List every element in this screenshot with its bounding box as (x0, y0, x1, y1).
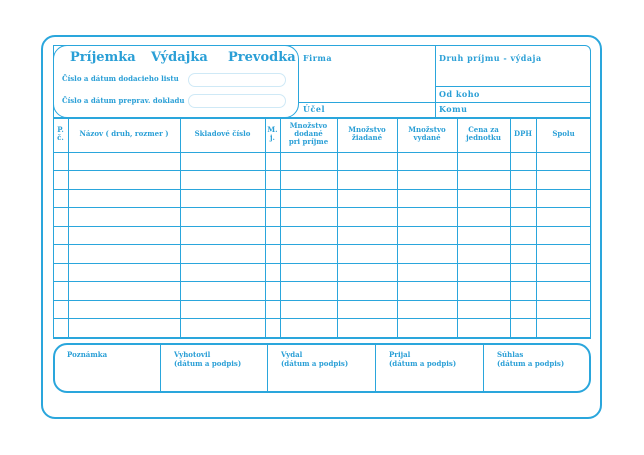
table-column-line (68, 118, 69, 339)
column-header-line: č. (57, 133, 64, 142)
footer-cell-line: Vydal (281, 350, 303, 359)
column-header (397, 121, 457, 142)
column-header-line: vydané (413, 133, 441, 142)
table-row-line (53, 300, 591, 301)
transport-doc-field[interactable] (188, 94, 286, 108)
footer-divider (483, 343, 484, 393)
table-row-line (53, 170, 591, 171)
column-header (280, 121, 337, 146)
ucel-label: Účel (303, 104, 325, 114)
transport-doc-label: Číslo a dátum preprav. dokladu (62, 96, 185, 105)
column-header-line: dodané (294, 129, 323, 138)
table-column-line (536, 118, 537, 339)
table-row-line (53, 318, 591, 319)
table-row-line (53, 263, 591, 264)
column-header-line: Spolu (552, 129, 575, 138)
od-koho-label: Od koho (439, 89, 480, 99)
column-header-line: Názov ( druh, rozmer ) (79, 129, 169, 138)
divider-ucel (299, 102, 435, 103)
footer-divider (267, 343, 268, 393)
table-column-line (510, 118, 511, 339)
footer-divider (375, 343, 376, 393)
divider-druh-odkoho (435, 86, 591, 87)
footer-cell-line: (dátum a podpis) (497, 359, 565, 368)
table-row-line (53, 244, 591, 245)
column-header-line: Skladové číslo (194, 129, 251, 138)
column-header (536, 121, 591, 138)
footer-cell (497, 350, 564, 368)
column-header (265, 121, 280, 142)
column-header (457, 121, 510, 142)
divider-odkoho-komu (435, 102, 591, 103)
divider-firma-druh (435, 45, 436, 118)
table-row-line (53, 207, 591, 208)
table-column-line (457, 118, 458, 339)
footer-cell (67, 350, 107, 359)
column-header (510, 121, 536, 138)
column-header-line: DPH (514, 129, 532, 138)
column-header-line: Množstvo (348, 125, 386, 134)
footer-cell (174, 350, 241, 368)
column-header (180, 121, 265, 138)
footer-cell-line: Poznámka (67, 350, 108, 359)
footer-cell-line: Vyhotovil (174, 350, 211, 359)
table-row-line (53, 281, 591, 282)
column-header-line: žiadané (351, 133, 383, 142)
komu-label: Komu (439, 104, 468, 114)
table-column-line (397, 118, 398, 339)
druh-label: Druh príjmu - výdaja (439, 53, 542, 63)
doc-type-vydajka: Výdajka (151, 50, 208, 65)
column-header-line: Množstvo (408, 125, 446, 134)
table-column-line (280, 118, 281, 339)
footer-cell-line: (dátum a podpis) (281, 359, 349, 368)
column-header-line: Množstvo (289, 121, 328, 130)
column-header (337, 121, 397, 142)
footer-divider (160, 343, 161, 393)
table-row-line (53, 337, 591, 338)
column-header (53, 121, 68, 142)
footer-cell-line: (dátum a podpis) (174, 359, 242, 368)
delivery-note-label: Číslo a dátum dodacieho listu (62, 74, 179, 83)
firma-label: Firma (303, 53, 333, 63)
footer-cell-line: Prijal (389, 350, 411, 359)
footer-cell (389, 350, 456, 368)
column-header-line: Cena za (468, 125, 499, 134)
column-header-line: j. (270, 133, 275, 142)
column-header-line: jednotku (466, 133, 501, 142)
doc-type-prevodka: Prevodka (228, 50, 296, 65)
table-column-line (265, 118, 266, 339)
table-column-line (337, 118, 338, 339)
footer-cell (281, 350, 348, 368)
table-row-line (53, 189, 591, 190)
column-header (68, 121, 180, 138)
doc-type-prijemka: Príjemka (70, 50, 136, 65)
table-row-line (53, 226, 591, 227)
footer-cell-line: Súhlas (497, 350, 524, 359)
column-header-line: P. (57, 125, 64, 134)
delivery-note-field[interactable] (188, 73, 286, 87)
footer-cell-line: (dátum a podpis) (389, 359, 457, 368)
column-header-line: M. (267, 125, 278, 134)
table-column-line (180, 118, 181, 339)
column-header-line: pri príjme (288, 137, 329, 146)
